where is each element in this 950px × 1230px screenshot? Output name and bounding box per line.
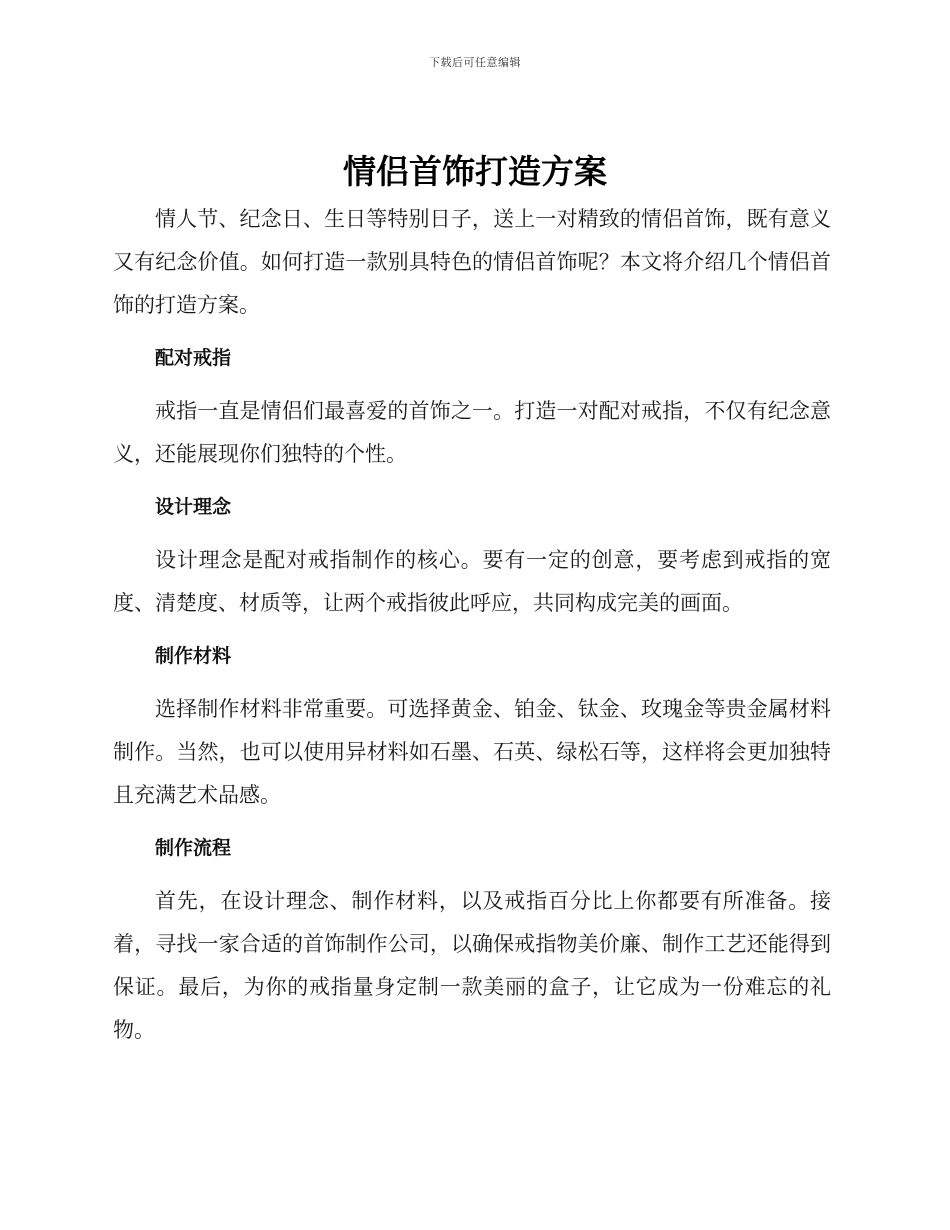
section-heading-ring-pair: 配对戒指	[155, 347, 232, 369]
section-paragraph-design-concept: 设计理念是配对戒指制作的核心。要有一定的创意，要考虑到戒指的宽度、清楚度、材质等，让两个戒指彼此呼应，共同构成完美的画面。	[113, 548, 831, 615]
header-note: 下载后可任意编辑	[429, 56, 521, 69]
intro-paragraph: 情人节、纪念日、生日等特别日子，送上一对精致的情侣首饰，既有意义又有纪念价值。如何打造一款别具特色的情侣首饰呢？本文将介绍几个情侣首饰的打造方案。	[113, 207, 831, 317]
section-paragraph-materials: 选择制作材料非常重要。可选择黄金、铂金、钛金、玫瑰金等贵金属材料制作。当然，也可以使用异材料如石墨、石英、绿松石等，这样将会更加独特且充满艺术品感。	[113, 697, 831, 807]
document-body	[113, 198, 831, 1052]
section-heading-process: 制作流程	[155, 837, 232, 859]
section-heading-design-concept: 设计理念	[155, 496, 232, 518]
section-paragraph-ring-pair: 戒指一直是情侣们最喜爱的首饰之一。打造一对配对戒指，不仅有纪念意义，还能展现你们独特的个性。	[113, 399, 831, 466]
section-paragraph-process: 首先，在设计理念、制作材料，以及戒指百分比上你都要有所准备。接着，寻找一家合适的首饰制作公司，以确保戒指物美价廉、制作工艺还能得到保证。最后，为你的戒指量身定制一款美丽的盒子，让它成为一份难忘的礼物。	[113, 889, 831, 1042]
section-heading-materials: 制作材料	[155, 645, 232, 667]
page-title: 情侣首饰打造方案	[343, 152, 607, 191]
